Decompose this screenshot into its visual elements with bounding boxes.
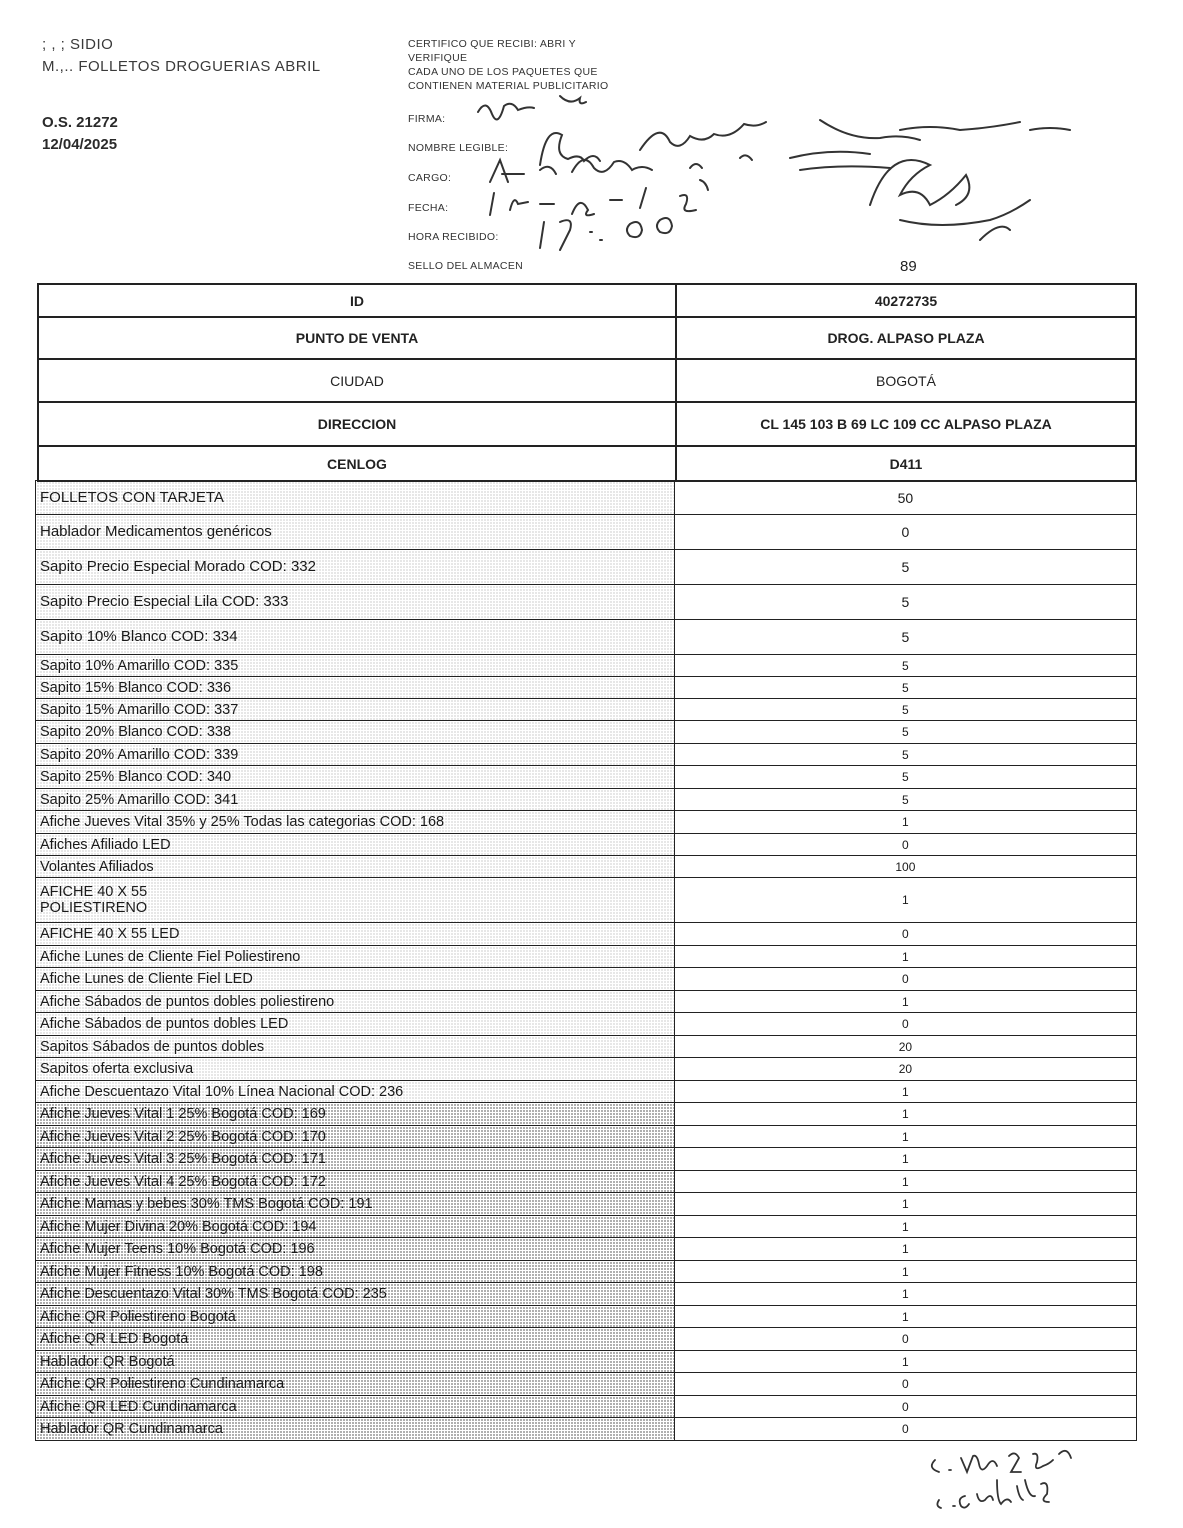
cert-line: VERIFIQUE	[408, 52, 468, 64]
info-key: ID	[38, 284, 676, 317]
header-title: M.,.. FOLLETOS DROGUERIAS ABRIL	[42, 58, 321, 75]
item-name: Afiche Mujer Teens 10% Bogotá COD: 196	[36, 1238, 675, 1261]
item-name: Afiche Jueves Vital 4 25% Bogotá COD: 172	[36, 1171, 675, 1193]
item-row	[36, 1373, 1137, 1396]
item-quantity: 5	[674, 677, 1136, 699]
item-quantity: 1	[674, 1351, 1136, 1373]
item-name: Volantes Afiliados	[36, 856, 675, 878]
header-line1: ; , ; SIDIO	[42, 36, 114, 53]
item-row	[36, 1081, 1137, 1103]
info-row	[38, 359, 1136, 402]
item-quantity: 1	[674, 1171, 1136, 1193]
item-row	[36, 1306, 1137, 1328]
item-row	[36, 1013, 1137, 1036]
item-name: Sapito 20% Amarillo COD: 339	[36, 744, 675, 766]
item-quantity: 1	[674, 1126, 1136, 1148]
item-name: Sapito 15% Amarillo COD: 337	[36, 699, 675, 721]
item-name: AFICHE 40 X 55 LED	[36, 923, 675, 946]
item-name: FOLLETOS CON TARJETA	[36, 481, 675, 515]
item-quantity: 1	[674, 811, 1136, 834]
item-row	[36, 1193, 1137, 1216]
item-quantity: 0	[674, 1328, 1136, 1351]
note-line1	[932, 1451, 1071, 1472]
item-quantity: 100	[674, 856, 1136, 878]
item-quantity: 0	[674, 1373, 1136, 1396]
item-row	[36, 811, 1137, 834]
item-name: Afiche Mujer Fitness 10% Bogotá COD: 198	[36, 1261, 675, 1283]
item-row	[36, 946, 1137, 968]
item-name: Afiche Mamas y bebes 30% TMS Bogotá COD: 191	[36, 1193, 675, 1216]
sello-label: SELLO DEL ALMACEN	[408, 260, 524, 272]
item-name: Afiche Mujer Divina 20% Bogotá COD: 194	[36, 1216, 675, 1238]
cert-line: CONTIENEN MATERIAL PUBLICITARIO	[408, 80, 609, 92]
item-name: Sapito Precio Especial Lila COD: 333	[36, 585, 675, 620]
info-key: PUNTO DE VENTA	[38, 317, 676, 359]
item-quantity: 1	[674, 878, 1136, 923]
items-table	[35, 480, 1137, 1441]
item-row	[36, 515, 1137, 550]
nombre-label: NOMBRE LEGIBLE:	[408, 142, 509, 154]
item-name: Afiche Jueves Vital 3 25% Bogotá COD: 171	[36, 1148, 675, 1171]
cert-line: CERTIFICO QUE RECIBI: ABRI Y	[408, 38, 576, 50]
note-line2	[937, 1480, 1049, 1508]
item-row	[36, 1126, 1137, 1148]
firma-scribble	[478, 96, 586, 119]
firma-label: FIRMA:	[408, 113, 446, 125]
item-row	[36, 585, 1137, 620]
item-quantity: 1	[674, 991, 1136, 1013]
item-row	[36, 677, 1137, 699]
box-number: 89	[900, 258, 917, 275]
item-quantity: 5	[674, 789, 1136, 811]
item-row	[36, 1171, 1137, 1193]
item-name: Afiche QR LED Cundinamarca	[36, 1396, 675, 1418]
item-row	[36, 1058, 1137, 1081]
info-key: DIRECCION	[38, 402, 676, 446]
item-quantity: 5	[674, 655, 1136, 677]
item-name: Hablador Medicamentos genéricos	[36, 515, 675, 550]
info-table	[37, 283, 1137, 482]
item-name: Afiche Descuentazo Vital 10% Línea Nacional COD: 236	[36, 1081, 675, 1103]
item-name: Afiche Jueves Vital 1 25% Bogotá COD: 169	[36, 1103, 675, 1126]
item-row	[36, 789, 1137, 811]
item-row	[36, 1148, 1137, 1171]
item-quantity: 1	[674, 1238, 1136, 1261]
item-row	[36, 481, 1137, 515]
item-row	[36, 655, 1137, 677]
hora-scribble	[540, 218, 672, 250]
item-quantity: 5	[674, 585, 1136, 620]
item-name: Sapito 10% Amarillo COD: 335	[36, 655, 675, 677]
item-row	[36, 1351, 1137, 1373]
item-quantity: 5	[674, 766, 1136, 789]
order-number: O.S. 21272	[42, 114, 118, 131]
item-name: Afiche Descuentazo Vital 30% TMS Bogotá COD: 235	[36, 1283, 675, 1306]
item-name: Sapito 15% Blanco COD: 336	[36, 677, 675, 699]
item-name: Afiche QR Poliestireno Cundinamarca	[36, 1373, 675, 1396]
item-quantity: 0	[674, 834, 1136, 856]
item-name: Afiche Jueves Vital 35% y 25% Todas las categorias COD: 168	[36, 811, 675, 834]
item-quantity: 20	[674, 1036, 1136, 1058]
item-quantity: 0	[674, 968, 1136, 991]
item-quantity: 0	[674, 1013, 1136, 1036]
item-row	[36, 1036, 1137, 1058]
item-row	[36, 766, 1137, 789]
item-quantity: 1	[674, 1193, 1136, 1216]
order-block	[42, 112, 118, 156]
item-name: Sapitos oferta exclusiva	[36, 1058, 675, 1081]
info-key: CENLOG	[38, 446, 676, 481]
item-row	[36, 620, 1137, 655]
item-quantity: 5	[674, 699, 1136, 721]
item-quantity: 5	[674, 550, 1136, 585]
item-row	[36, 1328, 1137, 1351]
item-quantity: 1	[674, 946, 1136, 968]
item-quantity: 1	[674, 1103, 1136, 1126]
item-quantity: 20	[674, 1058, 1136, 1081]
info-value: CL 145 103 B 69 LC 109 CC ALPASO PLAZA	[676, 402, 1136, 446]
item-quantity: 1	[674, 1261, 1136, 1283]
item-name: Afiche Lunes de Cliente Fiel Poliestireno	[36, 946, 675, 968]
item-quantity: 5	[674, 620, 1136, 655]
item-row	[36, 834, 1137, 856]
item-quantity: 5	[674, 744, 1136, 766]
item-name: Afiche QR Poliestireno Bogotá	[36, 1306, 675, 1328]
item-name: Sapito 25% Blanco COD: 340	[36, 766, 675, 789]
hora-label: HORA RECIBIDO:	[408, 231, 499, 243]
order-date: 12/04/2025	[42, 136, 118, 153]
sello-scribble	[790, 120, 1070, 240]
items-body	[36, 481, 1137, 1441]
info-key: CIUDAD	[38, 359, 676, 402]
item-row	[36, 699, 1137, 721]
item-name: Sapito Precio Especial Morado COD: 332	[36, 550, 675, 585]
item-row	[36, 1261, 1137, 1283]
info-value: 40272735	[676, 284, 1136, 317]
item-row	[36, 923, 1137, 946]
fecha-scribble	[490, 180, 708, 215]
cargo-label: CARGO:	[408, 172, 452, 184]
item-quantity: 5	[674, 721, 1136, 744]
info-row	[38, 284, 1136, 317]
item-row	[36, 1283, 1137, 1306]
info-row	[38, 446, 1136, 481]
cargo-scribble	[490, 155, 752, 182]
info-value: BOGOTÁ	[676, 359, 1136, 402]
item-name: Afiche Jueves Vital 2 25% Bogotá COD: 170	[36, 1126, 675, 1148]
item-row	[36, 1238, 1137, 1261]
certification-text	[408, 37, 608, 93]
item-row	[36, 1216, 1137, 1238]
item-quantity: 50	[674, 481, 1136, 515]
item-quantity: 1	[674, 1148, 1136, 1171]
item-row	[36, 878, 1137, 923]
item-quantity: 1	[674, 1306, 1136, 1328]
item-name: Sapito 10% Blanco COD: 334	[36, 620, 675, 655]
item-name: Afiche Sábados de puntos dobles poliestireno	[36, 991, 675, 1013]
item-quantity: 0	[674, 515, 1136, 550]
item-name: AFICHE 40 X 55 POLIESTIRENO	[36, 878, 675, 923]
item-quantity: 1	[674, 1081, 1136, 1103]
info-row	[38, 402, 1136, 446]
item-name: Hablador QR Bogotá	[36, 1351, 675, 1373]
item-name: Hablador QR Cundinamarca	[36, 1418, 675, 1441]
item-quantity: 1	[674, 1216, 1136, 1238]
handwritten-notes	[925, 1440, 1125, 1520]
item-row	[36, 1103, 1137, 1126]
item-row	[36, 991, 1137, 1013]
item-quantity: 0	[674, 1418, 1136, 1441]
header-block	[42, 34, 321, 78]
info-row	[38, 317, 1136, 359]
item-name: Afiche QR LED Bogotá	[36, 1328, 675, 1351]
item-row	[36, 550, 1137, 585]
item-name: Afiche Lunes de Cliente Fiel LED	[36, 968, 675, 991]
item-quantity: 1	[674, 1283, 1136, 1306]
item-row	[36, 1418, 1137, 1441]
item-row	[36, 744, 1137, 766]
fecha-label: FECHA:	[408, 202, 449, 214]
nombre-scribble	[540, 122, 766, 165]
item-row	[36, 721, 1137, 744]
item-name: Sapito 20% Blanco COD: 338	[36, 721, 675, 744]
item-quantity: 0	[674, 1396, 1136, 1418]
item-row	[36, 1396, 1137, 1418]
item-name: Sapitos Sábados de puntos dobles	[36, 1036, 675, 1058]
item-quantity: 0	[674, 923, 1136, 946]
item-name: Afiches Afiliado LED	[36, 834, 675, 856]
item-row	[36, 968, 1137, 991]
item-name: Sapito 25% Amarillo COD: 341	[36, 789, 675, 811]
info-value: DROG. ALPASO PLAZA	[676, 317, 1136, 359]
item-name: Afiche Sábados de puntos dobles LED	[36, 1013, 675, 1036]
cert-line: CADA UNO DE LOS PAQUETES QUE	[408, 66, 598, 78]
info-value: D411	[676, 446, 1136, 481]
item-row	[36, 856, 1137, 878]
